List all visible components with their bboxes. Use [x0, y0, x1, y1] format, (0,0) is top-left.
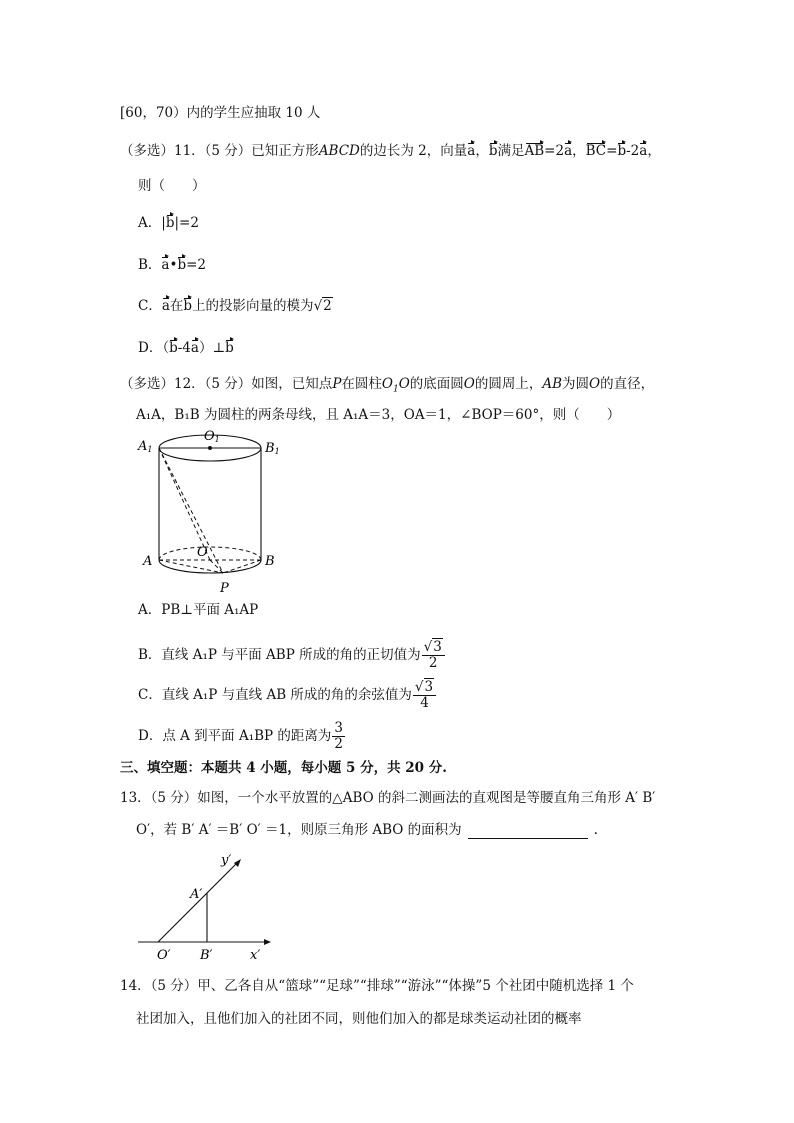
q11-option-d: D．（b-4a）⊥b: [138, 340, 234, 356]
label-x-prime: x′: [250, 948, 261, 963]
q14-stem-line1: 14．（5 分）甲、乙各自从“篮球”“足球”“排球”“游泳”“体操”5 个社团中随机选择 1 个: [120, 978, 634, 994]
q11-stem: （多选）11．（5 分）已知正方形ABCD的边长为 2，向量a，b满足AB=2a，BC=b-2a，: [120, 143, 661, 159]
label-B: B: [265, 554, 275, 569]
q11-option-c: C．a在b上的投影向量的模为√2: [138, 298, 332, 314]
q12-option-a: A．PB⊥平面 A₁AP: [138, 602, 259, 618]
cylinder-figure: [130, 428, 290, 596]
q12-stem-line1: （多选）12．（5 分）如图，已知点P在圆柱$O_1O$的底面圆O的圆周上，AB为圆O的直径，: [120, 376, 655, 395]
label-A1: A1: [138, 439, 153, 454]
section-3-heading: 三、填空题：本题共 4 小题，每小题 5 分，共 20 分.: [120, 760, 447, 776]
q12-option-b: B．直线 A₁P 与平面 ABP 所成的角的正切值为 $\frac{√3}{2}$: [138, 640, 446, 671]
label-O1: O1: [204, 429, 220, 444]
q11-option-b: B．a•b=2: [138, 257, 207, 273]
label-B1: B1: [265, 441, 280, 456]
answer-blank[interactable]: [468, 824, 588, 839]
q12-option-c: C．直线 A₁P 与直线 AB 所成的角的余弦值为 $\frac{√3}{4}$: [138, 680, 437, 711]
q11-option-a: A．|b|=2: [138, 215, 199, 231]
label-P: P: [220, 581, 229, 596]
q13-stem-line2: O′，若 B′ A′ ＝B′ O′ ＝1，则原三角形 ABO 的面积为 .: [136, 822, 598, 838]
label-y-prime: y′: [221, 853, 232, 868]
q14-stem-line2: 社团加入，且他们加入的社团不同，则他们加入的都是球类运动社团的概率: [136, 1011, 582, 1027]
label-o-prime: O′: [157, 948, 171, 963]
q12-option-d: D．点 A 到平面 A₁BP 的距离为 $\frac{3}{2}$: [138, 720, 343, 752]
label-b-prime: B′: [200, 948, 213, 963]
continued-text: [60，70）内的学生应抽取 10 人: [120, 105, 321, 121]
q12-stem-line2: A₁A，B₁B 为圆柱的两条母线，且 A₁A＝3，OA＝1，∠BOP＝60°，则（ ）: [136, 407, 621, 423]
oblique-figure: [130, 848, 280, 964]
label-a-prime: A′: [190, 887, 203, 902]
label-O: O: [197, 545, 208, 560]
q11-then: 则（ ）: [138, 178, 206, 194]
q13-stem-line1: 13．（5 分）如图，一个水平放置的△ABO 的斜二测画法的直观图是等腰直角三角形 A′ B′: [120, 790, 656, 806]
label-A: A: [143, 554, 153, 569]
